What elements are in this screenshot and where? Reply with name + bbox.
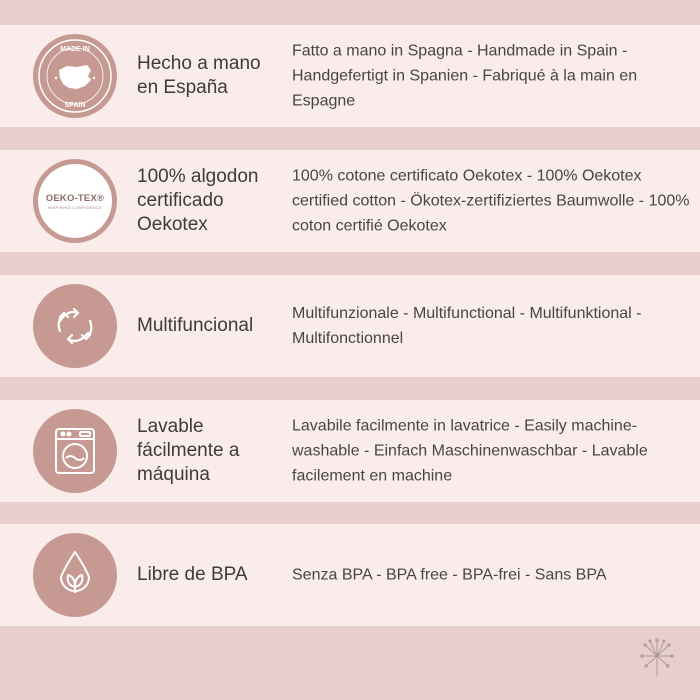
feature-title: Libre de BPA	[137, 564, 248, 585]
feature-row-oekotex	[0, 150, 700, 252]
feature-title: Lavable fácilmente a máquina	[137, 416, 240, 485]
feature-title: 100% algodon certificado Oekotex	[137, 166, 259, 235]
dandelion-logo-icon	[638, 636, 676, 678]
feature-title: Hecho a mano en España	[137, 53, 261, 98]
oeko-tex-logo-icon	[33, 159, 117, 243]
feature-description: 100% cotone certificato Oekotex - 100% Oekotex certified cotton - Ökotex-zertifiziertes Baumwolle - 100% coton certifié Oekotex	[292, 167, 690, 235]
bpa-free-drop-icon	[33, 533, 117, 617]
feature-description: Multifunzionale - Multifunctional - Multifunktional - Multifonctionnel	[292, 305, 642, 347]
washing-machine-icon	[33, 409, 117, 493]
made-in-spain-badge-icon	[33, 34, 117, 118]
badge-bottom-text: SPAIN	[64, 102, 86, 109]
feature-row-multifunctional	[0, 275, 700, 377]
feature-row-bpa-free	[0, 524, 700, 626]
feature-description: Senza BPA - BPA free - BPA-frei - Sans BPA	[292, 566, 607, 584]
feature-description: Fatto a mano in Spagna - Handmade in Spain - Handgefertigt in Spanien - Fabriqué à la main en Espagne	[292, 42, 638, 110]
feature-title: Multifuncional	[137, 315, 254, 336]
feature-row-handmade	[0, 25, 700, 127]
oeko-tex-logo-text: OEKO-TEX®	[45, 192, 105, 204]
multifunction-arrows-icon	[33, 284, 117, 368]
oeko-tex-logo-subtext: INSPIRING CONFIDENCE	[47, 204, 102, 210]
feature-description: Lavabile facilmente in lavatrice - Easily machine-washable - Einfach Maschinenwaschbar - Lavable facilement en machine	[292, 417, 648, 485]
badge-top-text: MADE IN	[60, 46, 90, 53]
feature-row-washable	[0, 400, 700, 502]
